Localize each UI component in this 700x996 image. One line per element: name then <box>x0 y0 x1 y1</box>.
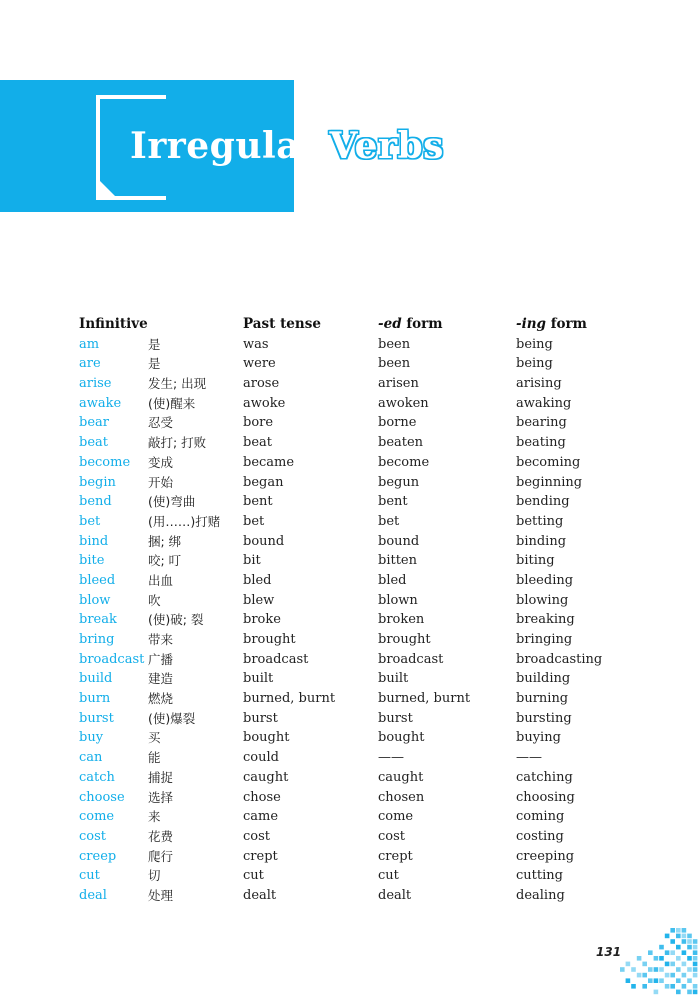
table-row <box>79 394 619 414</box>
chinese-meaning-cell: (用……)打赌 <box>148 513 221 529</box>
past-tense-cell: crept <box>243 848 278 864</box>
chinese-meaning-cell: 出血 <box>148 572 174 588</box>
pixel-square <box>670 973 675 978</box>
past-tense-cell: began <box>243 474 284 490</box>
past-tense-cell: awoke <box>243 395 286 411</box>
infinitive-cell: burn <box>79 691 111 707</box>
ed-form-cell: burned, burnt <box>378 691 471 707</box>
header-ing-prefix: -ing <box>516 316 546 332</box>
past-tense-cell: was <box>243 336 269 352</box>
ing-form-cell: coming <box>516 809 565 825</box>
pixel-square <box>693 956 698 961</box>
chinese-meaning-cell: 来 <box>148 809 161 825</box>
table-row <box>79 591 619 611</box>
pixel-square <box>687 945 692 950</box>
pixel-square <box>670 939 675 944</box>
ed-form-cell: become <box>378 454 430 470</box>
pixel-square <box>654 967 659 972</box>
ing-form-cell: building <box>516 671 571 687</box>
chinese-meaning-cell: 广播 <box>148 651 174 667</box>
table-row <box>79 866 619 886</box>
table-row <box>79 788 619 808</box>
infinitive-cell: creep <box>79 848 117 864</box>
chinese-meaning-cell: 咬; 叮 <box>148 553 182 569</box>
pixel-square <box>682 950 687 955</box>
pixel-square <box>670 950 675 955</box>
chinese-meaning-cell: 能 <box>148 750 161 766</box>
table-row <box>79 709 619 729</box>
past-tense-cell: bled <box>243 572 272 588</box>
ing-form-cell: beginning <box>516 474 583 490</box>
pixel-decoration-icon <box>620 928 700 996</box>
infinitive-cell: cost <box>79 828 107 844</box>
infinitive-cell: deal <box>79 887 107 903</box>
ed-form-cell: been <box>378 356 411 372</box>
pixel-square <box>642 973 647 978</box>
table-row <box>79 374 619 394</box>
table-row <box>79 768 619 788</box>
pixel-square <box>693 967 698 972</box>
header-ed-prefix: -ed <box>378 316 402 332</box>
pixel-square <box>682 934 687 939</box>
ing-form-cell: beating <box>516 435 566 451</box>
pixel-square <box>693 950 698 955</box>
past-tense-cell: dealt <box>243 887 277 903</box>
table-row <box>79 669 619 689</box>
infinitive-cell: buy <box>79 730 104 746</box>
infinitive-cell: bend <box>79 494 112 510</box>
table-row <box>79 689 619 709</box>
chinese-meaning-cell: 燃烧 <box>148 691 174 707</box>
infinitive-cell: bind <box>79 533 109 549</box>
past-tense-cell: arose <box>243 376 280 392</box>
ing-form-cell: betting <box>516 513 564 529</box>
chinese-meaning-cell: (使)破; 裂 <box>148 612 204 628</box>
ing-form-cell: costing <box>516 828 564 844</box>
chinese-meaning-cell: 变成 <box>148 454 174 470</box>
pixel-square <box>693 939 698 944</box>
table-row <box>79 807 619 827</box>
past-tense-cell: bound <box>243 533 285 549</box>
pixel-square <box>682 984 687 989</box>
infinitive-cell: bear <box>79 415 109 431</box>
infinitive-cell: build <box>79 671 113 687</box>
past-tense-cell: bent <box>243 494 273 510</box>
chinese-meaning-cell: (使)弯曲 <box>148 494 196 510</box>
chinese-meaning-cell: 吹 <box>148 592 161 608</box>
past-tense-cell: burned, burnt <box>243 691 336 707</box>
ed-form-cell: bound <box>378 533 420 549</box>
pixel-square <box>665 962 670 967</box>
ed-form-cell: beaten <box>378 435 424 451</box>
pixel-square <box>654 990 659 995</box>
chinese-meaning-cell: 买 <box>148 730 161 746</box>
infinitive-cell: bleed <box>79 572 116 588</box>
chinese-meaning-cell: 捆; 绑 <box>148 533 182 549</box>
ing-form-cell: becoming <box>516 454 581 470</box>
pixel-square <box>670 984 675 989</box>
ing-form-cell: awaking <box>516 395 572 411</box>
chinese-meaning-cell: 是 <box>148 356 161 372</box>
ed-form-cell: chosen <box>378 789 425 805</box>
infinitive-cell: choose <box>79 789 125 805</box>
pixel-square <box>626 978 631 983</box>
chinese-meaning-cell: 带来 <box>148 632 174 647</box>
pixel-square <box>687 990 692 995</box>
ed-form-cell: bet <box>378 513 400 529</box>
pixel-square <box>665 973 670 978</box>
infinitive-cell: break <box>79 612 117 628</box>
pixel-square <box>693 962 698 967</box>
infinitive-cell: become <box>79 454 131 470</box>
table-row <box>79 551 619 571</box>
ing-form-cell: being <box>516 336 553 352</box>
pixel-square <box>693 990 698 995</box>
ed-form-cell: awoken <box>378 395 429 411</box>
pixel-square <box>676 928 681 933</box>
ed-form-cell: bled <box>378 572 407 588</box>
pixel-square <box>687 967 692 972</box>
ed-form-cell: bought <box>378 730 425 746</box>
pixel-square <box>676 945 681 950</box>
ing-form-cell: bending <box>516 494 570 510</box>
pixel-square <box>682 962 687 967</box>
ed-form-cell: borne <box>378 415 417 431</box>
pixel-square <box>631 984 636 989</box>
past-tense-cell: burst <box>243 710 278 726</box>
past-tense-cell: bit <box>243 553 261 569</box>
pixel-square <box>648 967 653 972</box>
table-header-row <box>79 315 619 335</box>
ed-form-cell: burst <box>378 710 413 726</box>
chinese-meaning-cell: (使)爆裂 <box>148 710 196 726</box>
pixel-square <box>654 956 659 961</box>
table-row <box>79 532 619 552</box>
header-ed-suffix: form <box>401 316 443 332</box>
chinese-meaning-cell: 是 <box>148 336 161 352</box>
ing-form-cell: bursting <box>516 710 572 726</box>
pixel-square <box>676 934 681 939</box>
chinese-meaning-cell: 忍受 <box>148 415 174 431</box>
infinitive-cell: come <box>79 809 115 825</box>
table-row <box>79 847 619 867</box>
pixel-square <box>620 967 625 972</box>
ing-form-cell: catching <box>516 769 573 785</box>
ing-form-cell: broadcasting <box>516 651 603 667</box>
ed-form-cell: cost <box>378 828 406 844</box>
ed-form-cell: been <box>378 336 411 352</box>
infinitive-cell: begin <box>79 474 116 490</box>
pixel-square <box>676 978 681 983</box>
pixel-square <box>676 956 681 961</box>
infinitive-cell: blow <box>79 592 111 608</box>
table-row <box>79 630 619 650</box>
pixel-square <box>682 928 687 933</box>
chinese-meaning-cell: 开始 <box>148 474 174 490</box>
past-tense-cell: bet <box>243 513 265 529</box>
page-number: 131 <box>596 945 622 959</box>
infinitive-cell: bite <box>79 553 105 569</box>
ing-form-cell: blowing <box>516 592 569 608</box>
ing-form-cell: being <box>516 356 553 372</box>
pixel-square <box>682 939 687 944</box>
table-row <box>79 413 619 433</box>
title-word-irregular: Irregular <box>130 125 320 167</box>
chinese-meaning-cell: 敲打; 打败 <box>148 435 207 451</box>
header-ing-form <box>516 315 587 335</box>
chinese-meaning-cell: (使)醒来 <box>148 395 196 411</box>
pixel-square <box>687 978 692 983</box>
pixel-square <box>670 962 675 967</box>
ing-form-cell: bringing <box>516 632 573 647</box>
infinitive-cell: cut <box>79 868 100 884</box>
pixel-square <box>665 950 670 955</box>
infinitive-cell: awake <box>79 395 122 411</box>
pixel-square <box>637 956 642 961</box>
infinitive-cell: am <box>79 336 100 352</box>
past-tense-cell: bore <box>243 415 274 431</box>
table-row <box>79 886 619 906</box>
ing-form-cell: arising <box>516 376 562 392</box>
pixel-square <box>637 973 642 978</box>
ing-form-cell: buying <box>516 730 561 746</box>
past-tense-cell: broadcast <box>243 651 309 667</box>
infinitive-cell: burst <box>79 710 114 726</box>
ing-form-cell: cutting <box>516 868 563 884</box>
table-row <box>79 492 619 512</box>
pixel-square <box>654 978 659 983</box>
pixel-square <box>659 956 664 961</box>
ed-form-cell: caught <box>378 769 424 785</box>
ing-form-cell: choosing <box>516 789 575 805</box>
chinese-meaning-cell: 捕捉 <box>148 769 174 785</box>
verb-table <box>79 315 619 906</box>
ing-form-cell: bleeding <box>516 572 574 588</box>
pixel-square <box>659 978 664 983</box>
ing-form-cell: —— <box>516 750 542 766</box>
header-ing-suffix: form <box>546 316 587 332</box>
ed-form-cell: arisen <box>378 376 419 392</box>
chinese-meaning-cell: 爬行 <box>148 848 174 864</box>
ed-form-cell: broken <box>378 612 425 628</box>
ing-form-cell: biting <box>516 553 555 569</box>
table-row <box>79 473 619 493</box>
pixel-square <box>642 984 647 989</box>
ed-form-cell: come <box>378 809 414 825</box>
past-tense-cell: cost <box>243 828 271 844</box>
pixel-square <box>687 956 692 961</box>
pixel-square <box>648 978 653 983</box>
infinitive-cell: can <box>79 750 103 766</box>
past-tense-cell: cut <box>243 868 264 884</box>
ing-form-cell: breaking <box>516 612 575 628</box>
past-tense-cell: became <box>243 454 295 470</box>
ed-form-cell: broadcast <box>378 651 444 667</box>
past-tense-cell: caught <box>243 769 289 785</box>
table-row <box>79 650 619 670</box>
pixel-square <box>670 928 675 933</box>
pixel-square <box>687 934 692 939</box>
header-past-tense: Past tense <box>243 316 321 332</box>
title-word-verbs: Verbs <box>329 125 444 167</box>
pixel-square <box>626 962 631 967</box>
past-tense-cell: blew <box>243 592 275 608</box>
chinese-meaning-cell: 选择 <box>148 789 174 805</box>
pixel-square <box>676 967 681 972</box>
past-tense-cell: chose <box>243 789 281 805</box>
pixel-square <box>642 962 647 967</box>
infinitive-cell: are <box>79 356 101 372</box>
pixel-square <box>693 973 698 978</box>
header-infinitive: Infinitive <box>79 316 148 332</box>
ed-form-cell: dealt <box>378 887 412 903</box>
table-row <box>79 335 619 355</box>
infinitive-cell: catch <box>79 769 115 785</box>
pixel-square <box>693 984 698 989</box>
infinitive-cell: broadcast <box>79 651 145 667</box>
ed-form-cell: bent <box>378 494 408 510</box>
table-row <box>79 354 619 374</box>
pixel-square <box>659 945 664 950</box>
pixel-square <box>648 950 653 955</box>
chinese-meaning-cell: 处理 <box>148 887 174 903</box>
chinese-meaning-cell: 花费 <box>148 828 174 844</box>
past-tense-cell: brought <box>243 632 296 647</box>
pixel-square <box>665 984 670 989</box>
infinitive-cell: bring <box>79 632 115 647</box>
table-row <box>79 512 619 532</box>
ed-form-cell: blown <box>378 592 418 608</box>
header-ed-form <box>378 315 443 335</box>
pixel-square <box>665 934 670 939</box>
table-row <box>79 610 619 630</box>
infinitive-cell: beat <box>79 435 108 451</box>
table-row <box>79 748 619 768</box>
past-tense-cell: bought <box>243 730 290 746</box>
past-tense-cell: could <box>243 750 279 766</box>
table-row <box>79 827 619 847</box>
ed-form-cell: begun <box>378 474 420 490</box>
folded-corner-icon <box>97 178 115 196</box>
past-tense-cell: beat <box>243 435 272 451</box>
ing-form-cell: creeping <box>516 848 575 864</box>
table-row <box>79 433 619 453</box>
infinitive-cell: arise <box>79 376 112 392</box>
past-tense-cell: came <box>243 809 279 825</box>
ed-form-cell: brought <box>378 632 431 647</box>
page-title <box>130 124 444 168</box>
ing-form-cell: binding <box>516 533 567 549</box>
chinese-meaning-cell: 发生; 出现 <box>148 376 207 392</box>
infinitive-cell: bet <box>79 513 101 529</box>
ed-form-cell: cut <box>378 868 399 884</box>
ed-form-cell: bitten <box>378 553 417 569</box>
pixel-square <box>687 939 692 944</box>
past-tense-cell: were <box>243 356 276 372</box>
pixel-square <box>693 945 698 950</box>
chinese-meaning-cell: 建造 <box>148 671 174 687</box>
ing-form-cell: dealing <box>516 887 565 903</box>
table-body <box>79 335 619 906</box>
past-tense-cell: broke <box>243 612 281 628</box>
pixel-square <box>676 990 681 995</box>
past-tense-cell: built <box>243 671 274 687</box>
ed-form-cell: built <box>378 671 409 687</box>
table-row <box>79 453 619 473</box>
ed-form-cell: —— <box>378 750 404 766</box>
pixel-square <box>659 967 664 972</box>
chinese-meaning-cell: 切 <box>148 868 161 884</box>
table-row <box>79 728 619 748</box>
pixel-square <box>682 973 687 978</box>
ed-form-cell: crept <box>378 848 413 864</box>
ing-form-cell: burning <box>516 691 569 707</box>
ing-form-cell: bearing <box>516 415 567 431</box>
table-row <box>79 571 619 591</box>
pixel-square <box>631 967 636 972</box>
